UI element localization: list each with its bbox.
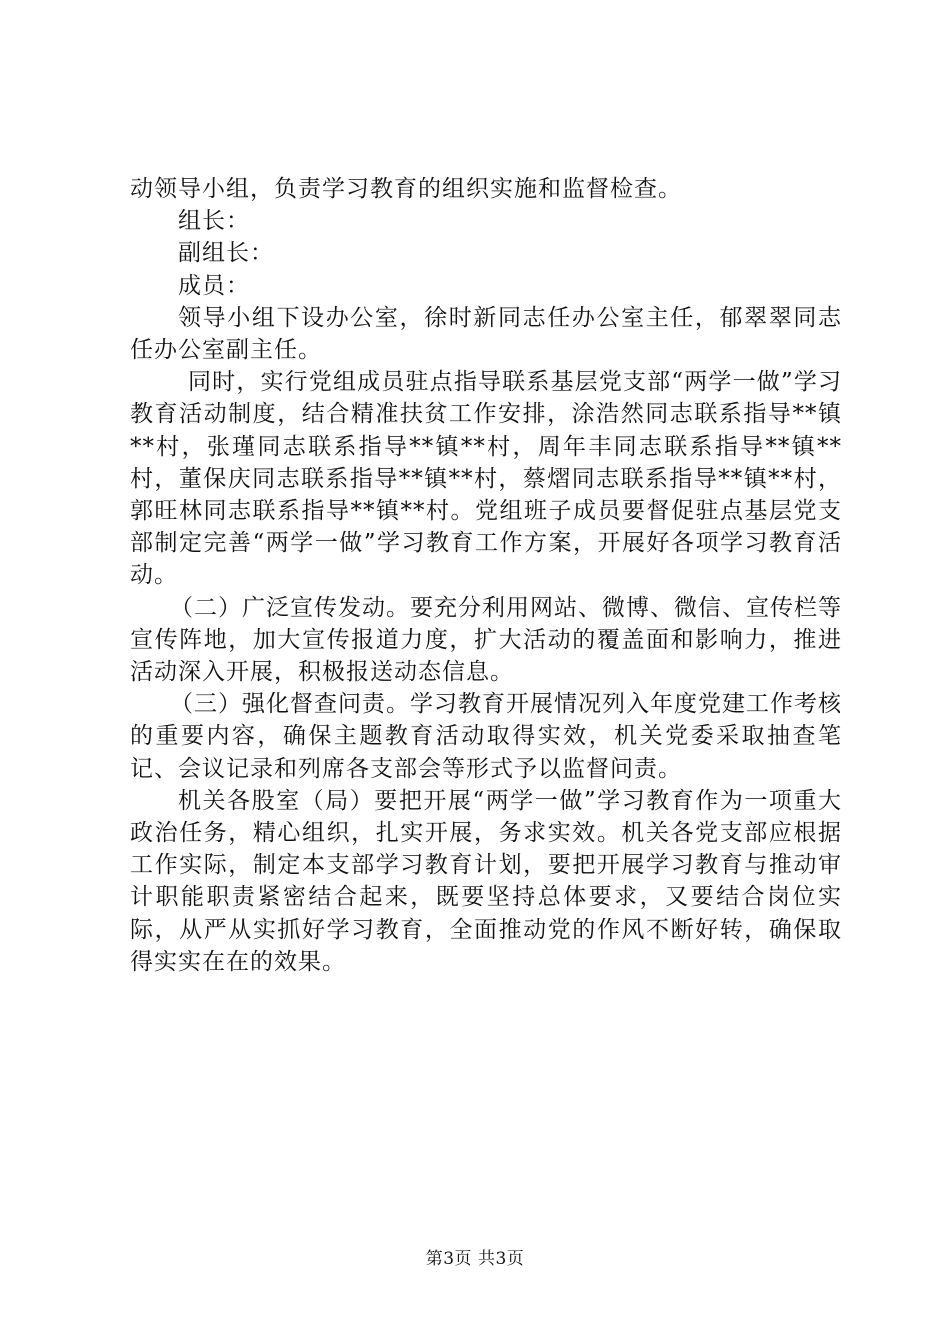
document-body xyxy=(130,173,842,978)
paragraph-supervision: （三）强化督查问责。学习教育开展情况列入年度党建工作考核的重要内容，确保主题教育活动取得实效，机关党委采取抽查笔记、会议记录和列席各支部会等形式予以监督问责。 xyxy=(130,691,842,782)
page-number-footer: 第3页 共3页 xyxy=(425,1249,525,1269)
paragraph-liaison-system: 同时，实行党组成员驻点指导联系基层党支部“两学一做”学习教育活动制度，结合精准扶贫工作安排，涂浩然同志联系指导**镇**村，张瑾同志联系指导**镇**村，周年丰同志联系指导**镇**村，董保庆同志联系指导**镇**村，蔡熠同志联系指导**镇**村，郭旺林同志联系指导**镇**村。党组班子成员要督促驻点基层党支部制定完善“两学一做”学习教育工作方案，开展好各项学习教育活动。 xyxy=(130,369,842,589)
paragraph-deputy-group-leader: 副组长： xyxy=(178,240,274,267)
paragraph-closing-requirements: 机关各股室（局）要把开展“两学一做”学习教育作为一项重大政治任务，精心组织，扎实开展，务求实效。机关各党支部应根据工作实际，制定本支部学习教育计划，要把开展学习教育与推动审计职能职责紧密结合起来，既要坚持总体要求，又要结合岗位实际，从严从实抓好学习教育，全面推动党的作风不断好转，确保取得实实在在的效果。 xyxy=(130,787,842,975)
paragraph-leading-group-continuation: 动领导小组，负责学习教育的组织实施和监督检查。 xyxy=(130,176,682,202)
paragraph-group-leader: 组长： xyxy=(178,208,250,235)
paragraph-office-setup: 领导小组下设办公室，徐时新同志任办公室主任，郁翠翠同志任办公室副主任。 xyxy=(130,304,842,364)
paragraph-publicity: （二）广泛宣传发动。要充分利用网站、微博、微信、宣传栏等宣传阵地，加大宣传报道力度，扩大活动的覆盖面和影响力，推进活动深入开展，积极报送动态信息。 xyxy=(130,594,842,686)
paragraph-members: 成员： xyxy=(178,272,250,299)
